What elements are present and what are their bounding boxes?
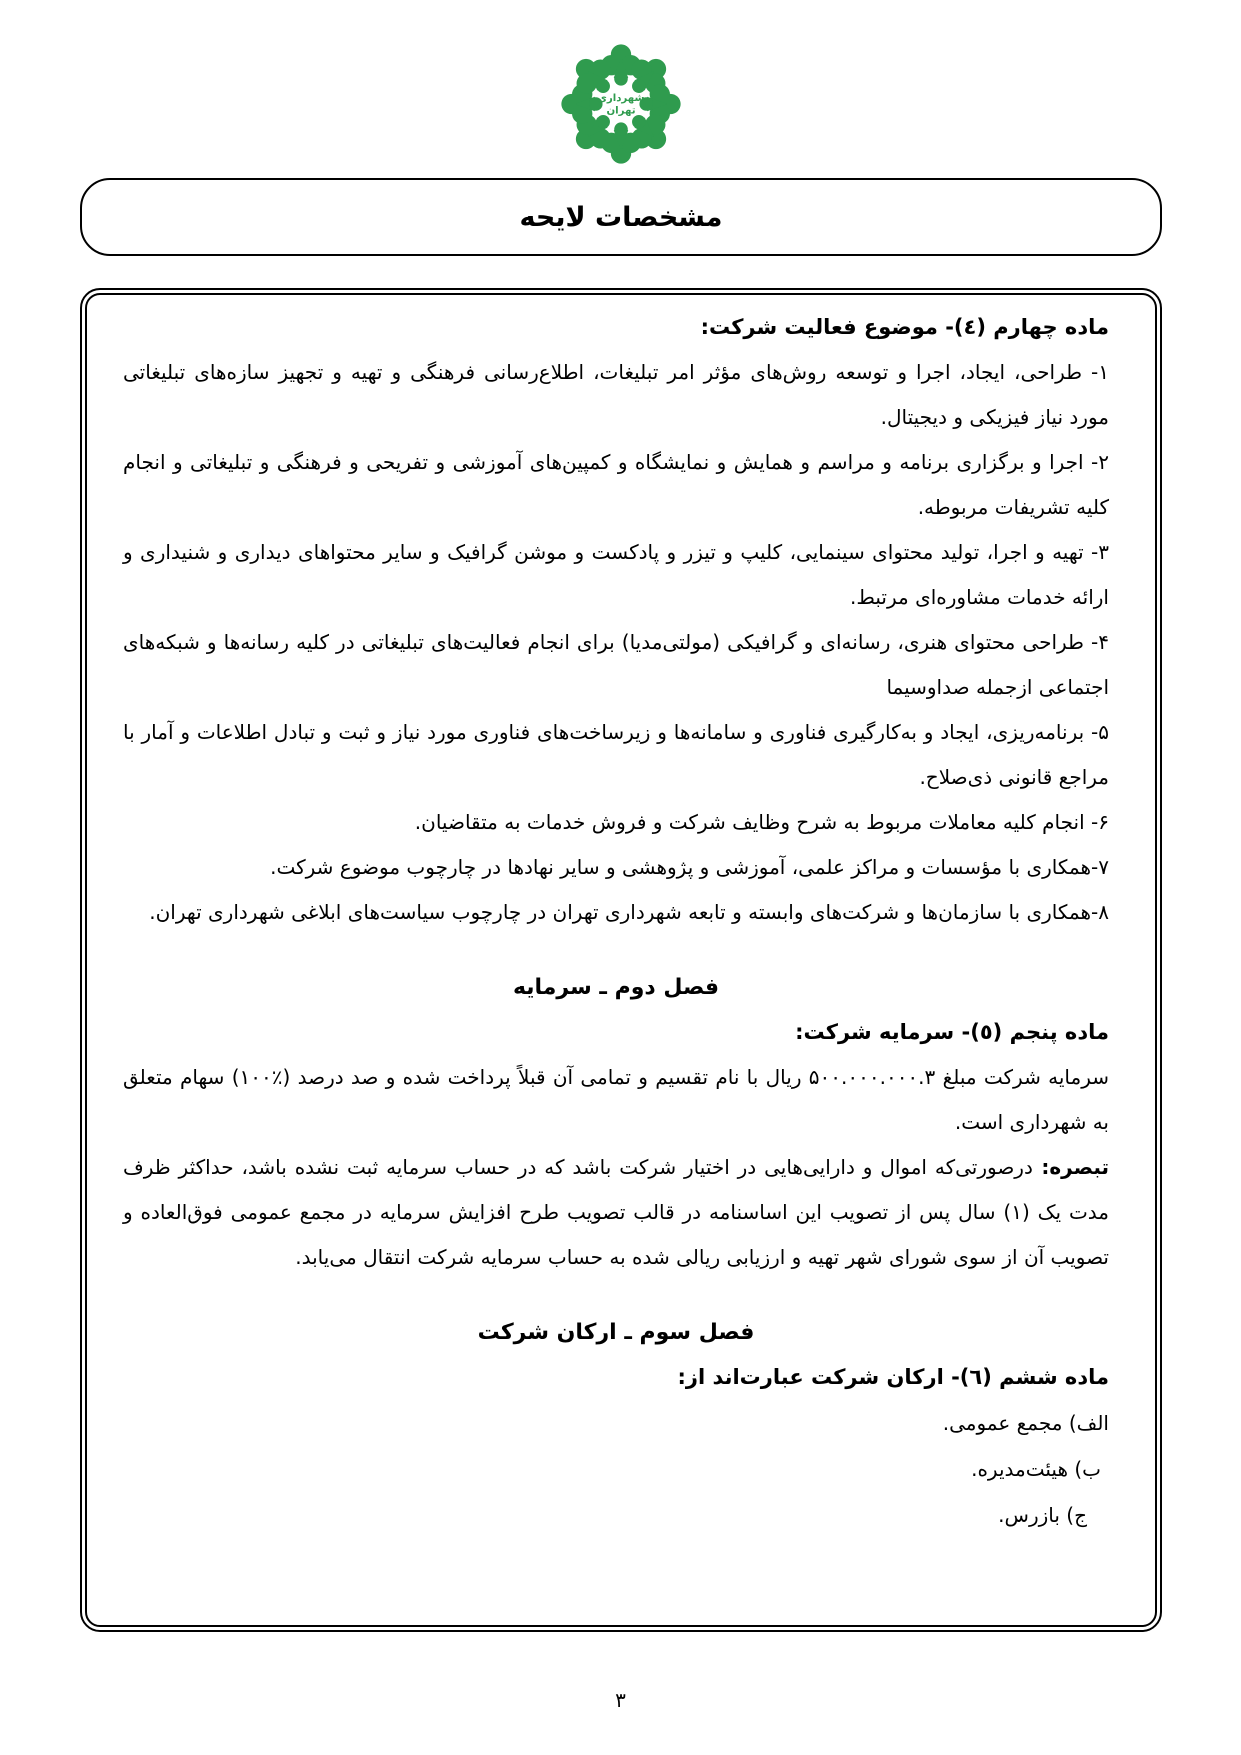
article-4-heading: ماده چهارم (٤)- موضوع فعالیت شرکت: — [700, 315, 1109, 339]
article-5-note — [123, 1145, 1109, 1280]
article-4-item-8: ۸-همکاری با سازمان‌ها و شرکت‌های وابسته و تابعه شهرداری تهران در چارچوب سیاست‌های ابلاغی شهرداری تهران. — [149, 900, 1109, 924]
note-label: تبصره: — [1032, 1155, 1109, 1179]
tehran-municipality-logo — [557, 40, 685, 168]
article-4-item-2: ۲- اجرا و برگزاری برنامه و مراسم و همایش و نمایشگاه و کمپین‌های آموزشی و تفریحی و فرهنگی و تبلیغاتی و انجام کلیه تشریفات مربوطه. — [123, 450, 1109, 519]
article-6-item-b: ب) هیئت‌مدیره. — [971, 1457, 1101, 1481]
logo-text-line1: شهرداری — [597, 93, 644, 105]
note-text: درصورتی‌که اموال و دارایی‌هایی در اختیار شرکت باشد که در حساب سرمایه ثبت نشده باشد، حداکثر ظرف مدت یک (۱) سال پس از تصویب این اساسنامه در قالب تصویب طرح افزایش سرمایه در مجمع عمومی فوق‌العاده و تصویب آن از سوی شورای شهر تهیه و ارزیابی ریالی شده به حساب سرمایه شرکت انتقال می‌یابد. — [123, 1155, 1109, 1269]
article-6-heading: ماده ششم (٦)- ارکان شرکت عبارت‌اند از: — [677, 1365, 1109, 1389]
article-6-item-c: ج) بازرس. — [998, 1503, 1087, 1527]
article-4-item-7: ۷-همکاری با مؤسسات و مراکز علمی، آموزشی و پژوهشی و سایر نهادها در چارچوب موضوع شرکت. — [270, 855, 1109, 879]
document-title-box — [80, 178, 1162, 256]
municipality-flower-icon — [557, 40, 685, 168]
chapter-2-title: فصل دوم ـ سرمایه — [512, 975, 720, 1000]
page-number: ۳ — [615, 1688, 626, 1712]
article-6-item-a: الف) مجمع عمومی. — [942, 1411, 1109, 1435]
article-4-item-3: ۳- تهیه و اجرا، تولید محتوای سینمایی، کلیپ و تیزر و پادکست و موشن گرافیک و سایر محتواهای دیداری و شنیداری و ارائه خدمات مشاوره‌ای مرتبط. — [123, 540, 1109, 609]
page-title: مشخصات لایحه — [519, 201, 723, 233]
article-4-item-1: ۱- طراحی، ایجاد، اجرا و توسعه روش‌های مؤثر امر تبلیغات، اطلاع‌رسانی فرهنگی و تهیه و تجهیز سازه‌های تبلیغاتی مورد نیاز فیزیکی و دیجیتال. — [123, 360, 1109, 429]
chapter-3-title: فصل سوم ـ ارکان شرکت — [477, 1320, 755, 1345]
content-box — [80, 288, 1162, 1632]
article-5-body: سرمایه شرکت مبلغ ۵۰۰.۰۰۰.۰۰۰.۳ ریال با نام تقسیم و تمامی آن قبلاً پرداخت شده و صد درصد (٪۱۰۰) سهام متعلق به شهرداری است. — [123, 1065, 1109, 1134]
content-box-inner — [85, 293, 1157, 1627]
article-4-item-5: ۵- برنامه‌ریزی، ایجاد و به‌کارگیری فناوری و سامانه‌ها و زیرساخت‌های فناوری مورد نیاز و ثبت و تبادل اطلاعات و آمار با مراجع قانونی ذی‌صلاح. — [123, 720, 1109, 789]
article-5-heading: ماده پنجم (٥)- سرمایه شرکت: — [795, 1020, 1109, 1044]
article-4-item-6: ۶- انجام کلیه معاملات مربوط به شرح وظایف شرکت و فروش خدمات به متقاضیان. — [414, 810, 1109, 834]
article-4-item-4: ۴- طراحی محتوای هنری، رسانه‌ای و گرافیکی (مولتی‌مدیا) برای انجام فعالیت‌های تبلیغاتی در کلیه رسانه‌ها و شبکه‌های اجتماعی ازجمله صداوسیما — [123, 630, 1109, 699]
logo-text-line2: تهران — [605, 105, 636, 117]
